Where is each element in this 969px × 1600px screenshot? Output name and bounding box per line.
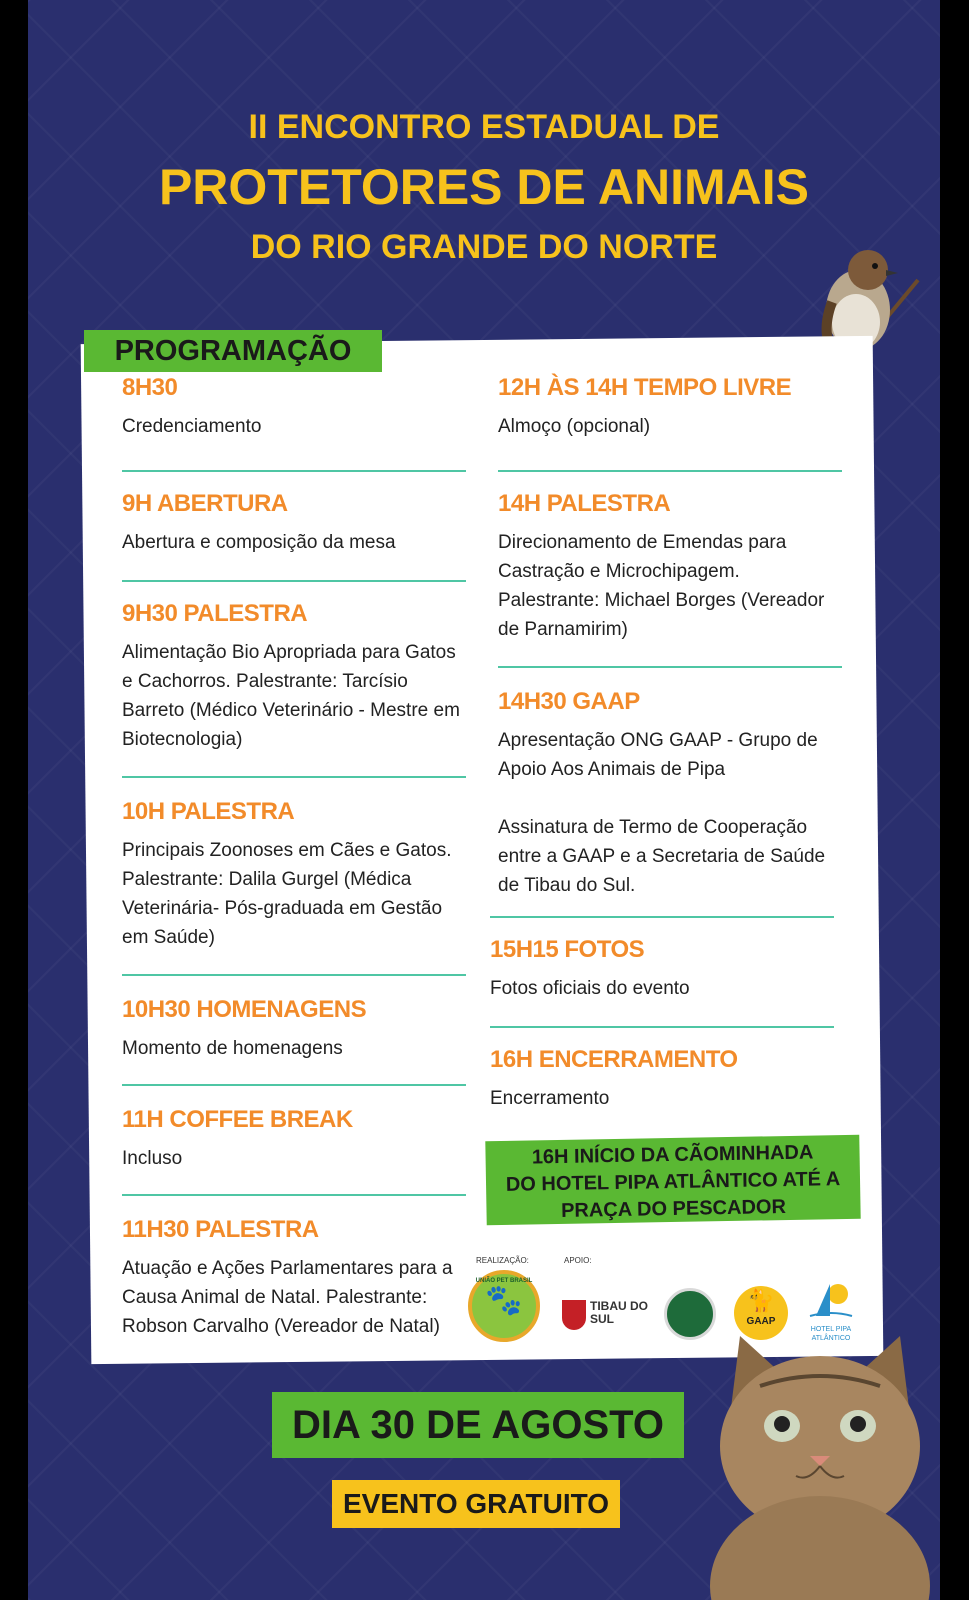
schedule-desc: Atuação e Ações Parlamentares para a Causa Animal de Natal. Palestrante: Robson Carvalho (Vereador de Natal) [122,1258,453,1337]
separator [122,776,466,778]
title-line-1: II ENCONTRO ESTADUAL DE [248,108,720,146]
schedule-item [122,1106,466,1173]
schedule-desc: Principais Zoonoses em Cães e Gatos. Palestrante: Dalila Gurgel (Médica Veterinária- Pós-graduada em Gestão em Saúde) [122,840,452,948]
hotel-label: HOTEL PIPA ATLÂNTICO [810,1326,852,1342]
caominhada-line-2: DO HOTEL PIPA ATLÂNTICO ATÉ A [505,1168,841,1196]
crest-icon [562,1300,586,1330]
schedule-time: 10H30 HOMENAGENS [122,996,367,1023]
schedule-item [498,374,842,441]
free-event-badge: EVENTO GRATUITO [332,1480,620,1528]
separator [122,1084,466,1086]
schedule-item [122,1216,466,1341]
schedule-item [498,688,842,900]
schedule-item [122,996,466,1063]
schedule-item [490,1046,834,1113]
caominhada-line-1: 16H INÍCIO DA CÃOMINHADA [531,1141,814,1169]
schedule-item [122,374,466,441]
schedule-time: 10H PALESTRA [122,798,295,825]
schedule-time: 12H ÀS 14H TEMPO LIVRE [498,374,792,401]
paw-icon: 🐾 [485,1284,523,1317]
uniao-pet-label: UNIÃO PET BRASIL [475,1278,533,1284]
apoio-label: APOIO: [564,1256,592,1265]
cat-icon: 🐈 [747,1288,775,1313]
tibau-logo [562,1296,652,1336]
tibau-label: TIBAU DO SUL [590,1299,648,1326]
program-label: PROGRAMAÇÃO [84,330,382,372]
schedule-desc: Abertura e composição da mesa [122,532,396,553]
separator [498,470,842,472]
schedule-time: 8H30 [122,374,178,401]
sail-icon [806,1280,856,1320]
schedule-time: 9H ABERTURA [122,490,288,517]
schedule-time: 14H30 GAAP [498,688,640,715]
schedule-desc: Almoço (opcional) [498,416,651,437]
schedule-desc: Apresentação ONG GAAP - Grupo de Apoio Aos Animais de Pipa Assinatura de Termo de Cooperação entre a GAAP e a Secretaria de Saúde de Tibau do Sul. [498,730,826,896]
poster [28,0,940,1600]
separator [122,470,466,472]
schedule-desc: Credenciamento [122,416,262,437]
schedule-desc: Fotos oficiais do evento [490,978,690,999]
cat-photo-icon [700,1326,940,1600]
event-date: DIA 30 DE AGOSTO [272,1392,684,1458]
title-line-2: PROTETORES DE ANIMAIS [158,159,810,215]
schedule-item [122,600,466,754]
schedule-time: 14H PALESTRA [498,490,671,517]
gaap-label: GAAP [746,1316,776,1327]
caominhada-line-3: PRAÇA DO PESCADOR [560,1196,787,1222]
schedule-item [122,798,466,952]
separator [490,1026,834,1028]
realizacao-label: REALIZAÇÃO: [476,1256,529,1265]
schedule-item [498,490,842,644]
separator [490,916,834,918]
separator [122,974,466,976]
title-line-3: DO RIO GRANDE DO NORTE [250,228,718,266]
schedule-time: 16H ENCERRAMENTO [490,1046,738,1073]
schedule-item [122,490,466,557]
schedule-desc: Encerramento [490,1088,610,1109]
separator [122,1194,466,1196]
schedule-desc: Momento de homenagens [122,1038,343,1059]
schedule-time: 15H15 FOTOS [490,936,645,963]
caominhada-banner [485,1135,860,1226]
schedule-time: 9H30 PALESTRA [122,600,308,627]
schedule-time: 11H30 PALESTRA [122,1216,319,1243]
schedule-desc: Alimentação Bio Apropriada para Gatos e Cachorros. Palestrante: Tarcísio Barreto (Médico Veterinário - Mestre em Biotecnologia) [122,642,460,750]
separator [498,666,842,668]
uniao-pet-logo [468,1270,540,1342]
schedule-item [490,936,834,1003]
schedule-desc: Direcionamento de Emendas para Castração e Microchipagem. Palestrante: Michael Borges (Vereador de Parnamirim) [498,532,825,640]
separator [122,580,466,582]
schedule-desc: Incluso [122,1148,183,1169]
schedule-time: 11H COFFEE BREAK [122,1106,353,1133]
